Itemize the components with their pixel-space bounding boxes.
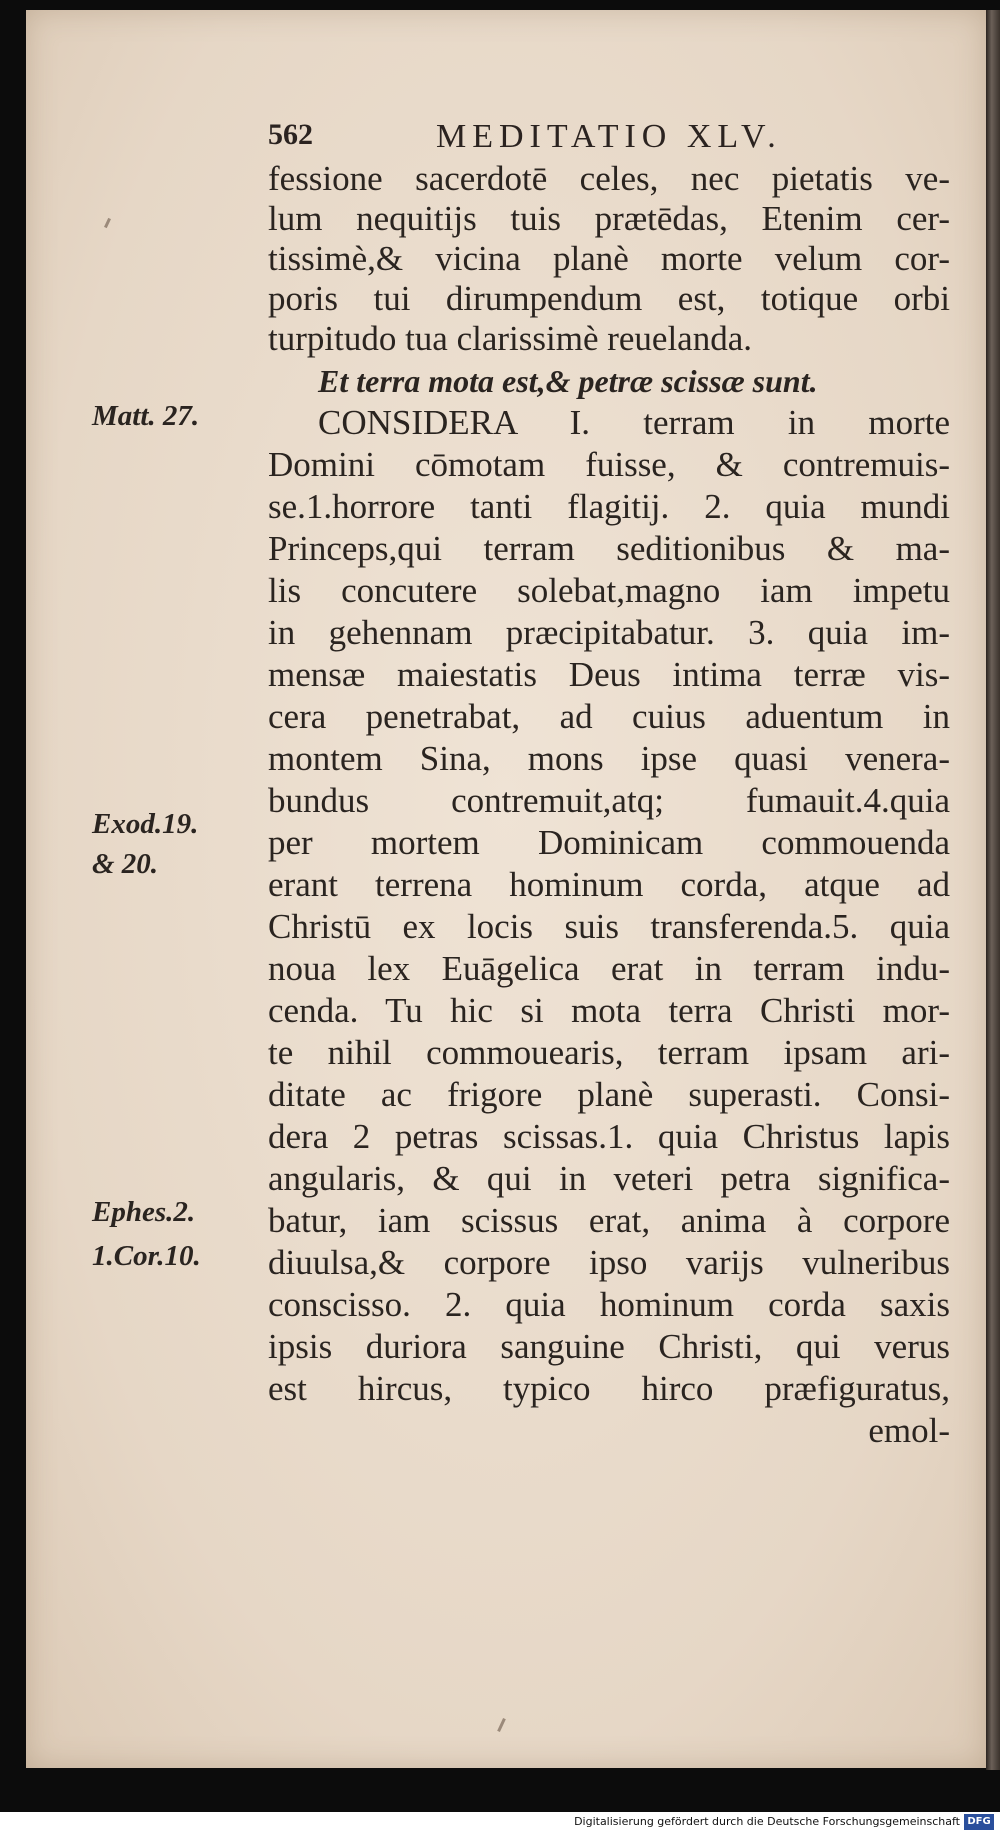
text-line: erant terrena hominum corda, atque ad [268,865,950,904]
text-line: est hircus, typico hirco præfiguratus, [268,1369,950,1408]
margin-note: 1.Cor.10. [92,1240,201,1272]
margin-note: & 20. [92,848,159,880]
text-line: Christū ex locis suis transferenda.5. quia [268,907,950,946]
text-line: Princeps,qui terram seditionibus & ma- [268,529,950,568]
text-line: lis concutere solebat,magno iam impetu [268,571,950,610]
text-line: se.1.horrore tanti flagitij. 2. quia mundi [268,487,950,526]
margin-note: Ephes.2. [92,1196,196,1228]
text-line: in gehennam præcipitabatur. 3. quia im- [268,613,950,652]
page-number: 562 [268,118,313,151]
catchword: emol- [868,1411,950,1450]
dfg-logo: DFG [964,1814,994,1830]
text-line: mensæ maiestatis Deus intima terræ vis- [268,655,950,694]
footer-credit: Digitalisierung gefördert durch die Deutsche Forschungsgemeinschaft [574,1815,960,1828]
text-line: poris tui dirumpendum est, totique orbi [268,279,950,318]
text-line: dera 2 petras scissas.1. quia Christus lapis [268,1117,950,1156]
margin-note: Exod.19. [92,808,199,840]
text-line: Domini cōmotam fuisse, & contremuis- [268,445,950,484]
text-line: per mortem Dominicam commouenda [268,823,950,862]
text-line: turpitudo tua clarissimè reuelanda. [268,319,753,358]
text-line: te nihil commouearis, terram ipsam ari- [268,1033,950,1072]
digitization-footer [0,1812,1000,1834]
running-head: MEDITATIO XLV. [436,118,782,155]
text-line: diuulsa,& corpore ipso varijs vulneribus [268,1243,950,1282]
text-line: cera penetrabat, ad cuius aduentum in [268,697,950,736]
text-line: fessione sacerdotē celes, nec pietatis ve- [268,159,950,198]
text-line: ipsis duriora sanguine Christi, qui verus [268,1327,950,1366]
text-line: angularis, & qui in veteri petra significa- [268,1159,950,1198]
text-line: conscisso. 2. quia hominum corda saxis [268,1285,950,1324]
text-line: bundus contremuit,atq; fumauit.4.quia [268,781,950,820]
page-header [268,118,948,158]
text-line: batur, iam scissus erat, anima à corpore [268,1201,950,1240]
text-line: tissimè,& vicina planè morte velum cor- [268,239,950,278]
text-line: montem Sina, mons ipse quasi venera- [268,739,950,778]
text-line: CONSIDERA I. terram in morte [318,403,950,442]
scripture-quote: Et terra mota est,& petræ scissæ sunt. [318,363,818,399]
text-line: ditate ac frigore planè superasti. Consi- [268,1075,950,1114]
text-line: lum nequitijs tuis prætēdas, Etenim cer- [268,199,950,238]
page-edge [986,10,1000,1770]
text-line: noua lex Euāgelica erat in terram indu- [268,949,950,988]
text-line: cenda. Tu hic si mota terra Christi mor- [268,991,950,1030]
margin-note: Matt. 27. [92,400,200,432]
